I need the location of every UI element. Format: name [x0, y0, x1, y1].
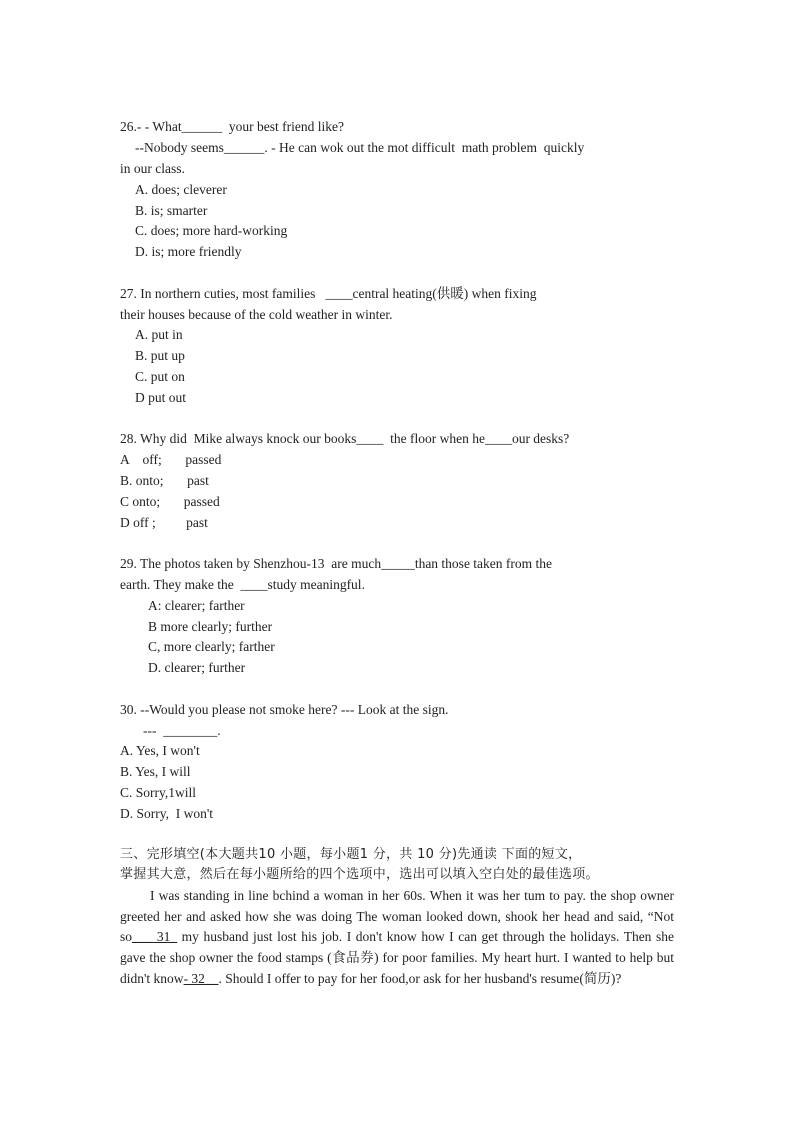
q27-option-c: C. put on — [135, 369, 185, 384]
q27-option-d: D put out — [135, 390, 187, 405]
q30-stem: 30. --Would you please not smoke here? --- Look at the sign. — [120, 702, 449, 717]
q26-option-a: A. does; cleverer — [135, 182, 227, 197]
q29-option-d: D. clearer; further — [148, 660, 246, 675]
q28-stem: 28. Why did Mike always knock our books____ the floor when he____our desks? — [120, 431, 570, 446]
q28-option-c: C onto; passed — [120, 494, 220, 509]
passage-text-3: . Should I offer to pay for her food,or ask for her husband's resume(简历)? — [218, 970, 622, 986]
blank-31: ___ 31_ — [132, 929, 178, 945]
section3-heading-line2: 掌握其大意，然后在每小题所给的四个选项中，选出可以填入空白处的最佳选项。 — [120, 867, 599, 882]
q30-option-b: B. Yes, I will — [120, 764, 191, 779]
q29-stem: 29. The photos taken by Shenzhou-13 are much_____than those taken from the — [120, 556, 553, 571]
q29-option-a: A: clearer; farther — [148, 598, 245, 613]
q29-stem-line2: earth. They make the ____study meaningful. — [120, 577, 365, 592]
blank-32: - 32__ — [183, 970, 219, 986]
q29-option-c: C, more clearly; farther — [148, 639, 275, 654]
section3-heading: 三、完形填空(本大题共10 小题，每小题1 分，共 10 分)先通读 下面的短文， — [120, 847, 582, 862]
q26-option-d: D. is; more friendly — [135, 244, 242, 259]
q28-option-a: A off; passed — [120, 452, 222, 467]
q30-stem-line2: --- ________. — [143, 723, 221, 738]
q27-stem: 27. In northern cuties, most families ____central heating(供暖) when fixing — [120, 286, 537, 301]
q27-option-a: A. put in — [135, 327, 183, 342]
q30-option-a: A. Yes, I won't — [120, 743, 200, 758]
q30-option-d: D. Sorry, I won't — [120, 806, 214, 821]
q28-option-d: D off ; past — [120, 515, 208, 530]
passage-text-1: I was standing in line bchind a woman in her 60s. When it was her tum to pay. the shop owner greeted her and asked how she was doing The woman looked down, shook her head and said, “Not so — [120, 888, 674, 945]
q27-option-b: B. put up — [135, 348, 185, 363]
q26-stem-line2: --Nobody seems______. - He can wok out the mot difficult math problem quickly — [135, 140, 585, 155]
passage-text-2: my husband just lost his job. I don't know how I can get through the holidays. Then she gave the shop owner the food stamps (食品券) for poor families. My heart hurt. I wanted to help but didn't know — [120, 929, 675, 986]
q30-option-c: C. Sorry,1will — [120, 785, 197, 800]
q28-option-b: B. onto; past — [120, 473, 209, 488]
q29-option-b: B more clearly; further — [148, 619, 273, 634]
q26-stem: 26.- - What______ your best friend like? — [120, 119, 344, 134]
q26-option-c: C. does; more hard-working — [135, 223, 288, 238]
q26-option-b: B. is; smarter — [135, 203, 208, 218]
q27-stem-line2: their houses because of the cold weather in winter. — [120, 307, 393, 322]
cloze-passage — [120, 886, 674, 990]
q26-stem-line3: in our class. — [120, 161, 185, 176]
